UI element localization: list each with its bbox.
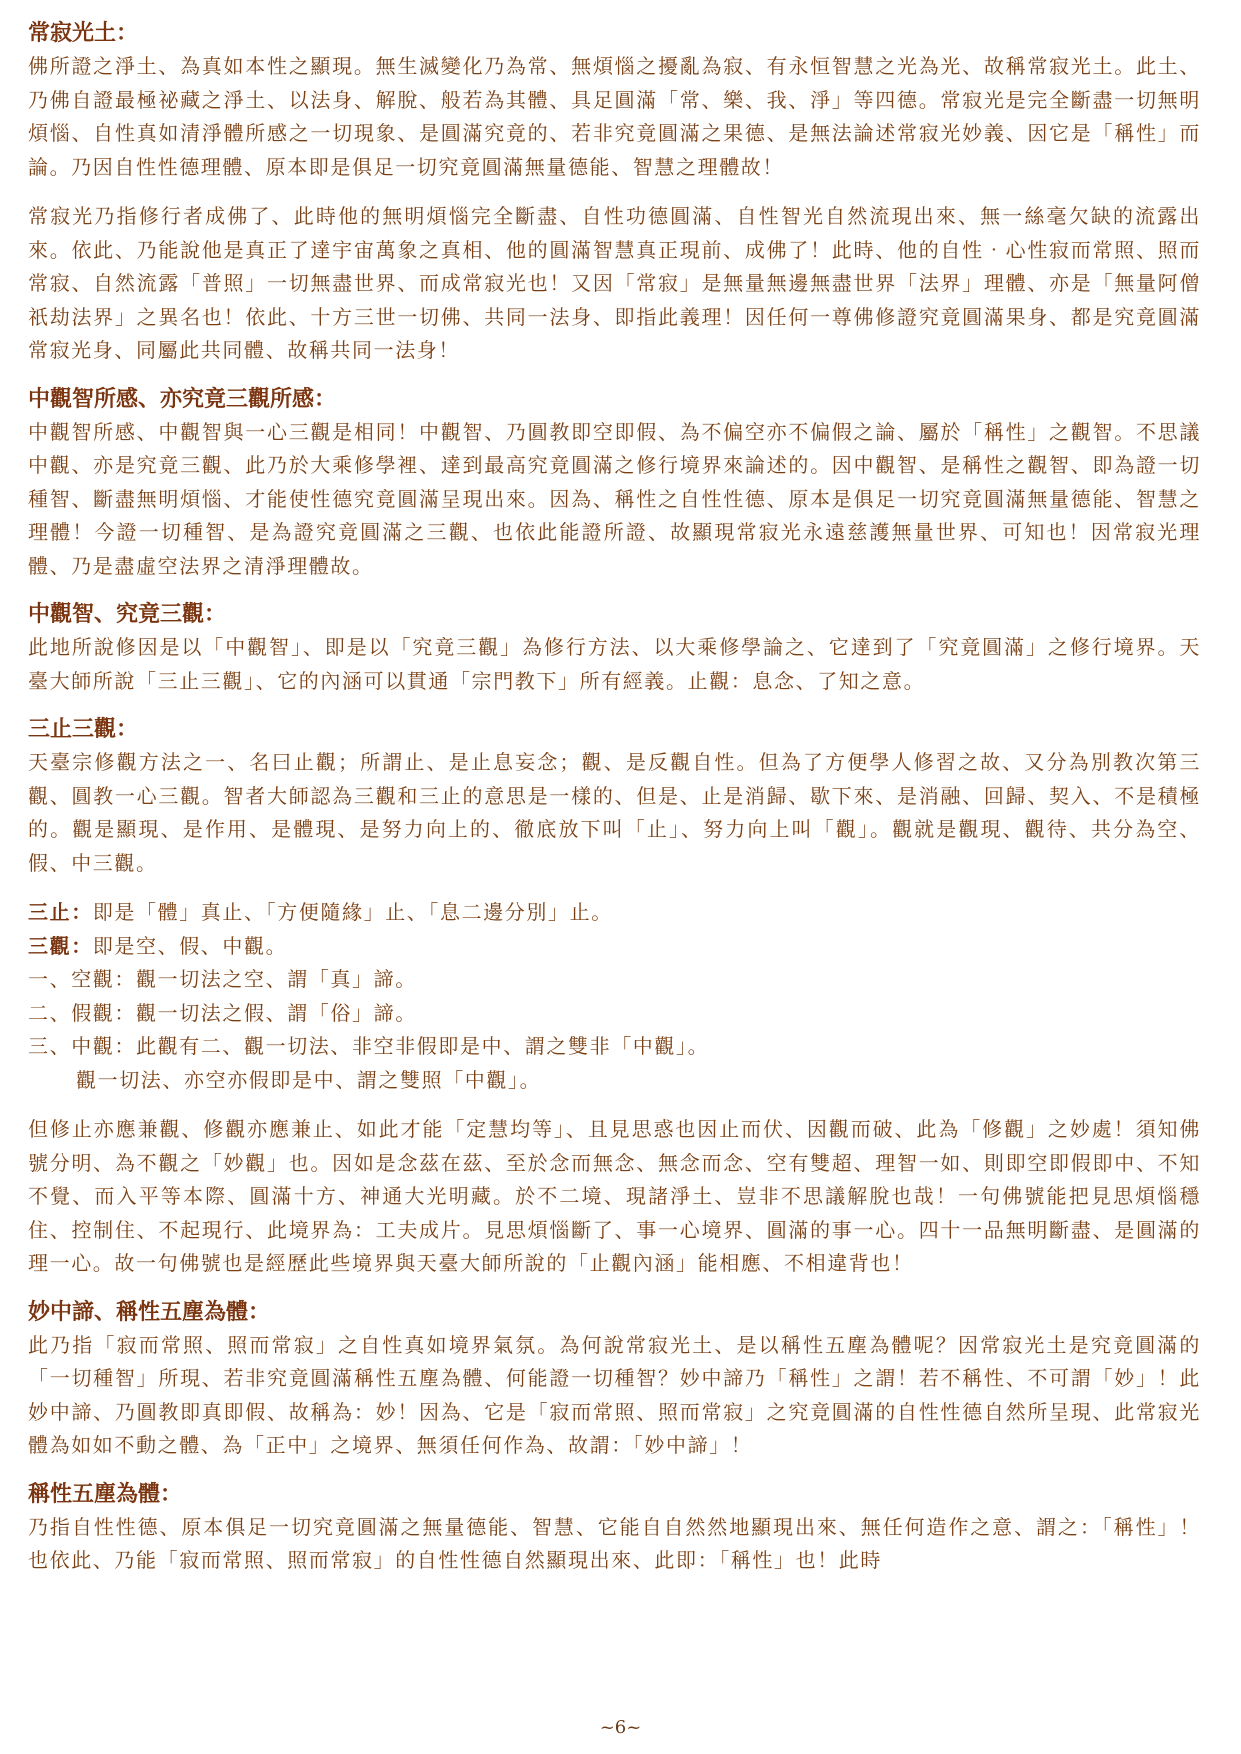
section-heading: 三止三觀： [28,717,139,742]
section-miaozhongdi [28,1297,1201,1463]
section-sanzhi-sanguan [28,714,1201,880]
definition-term: 三止： [28,900,93,924]
definition-list [28,896,1201,1097]
section-heading: 稱性五塵為體： [28,1481,183,1507]
definition-contemplate [28,930,1201,964]
section-heading: 妙中諦、稱性五塵為體： [28,1299,271,1325]
paragraph: 此乃指「寂而常照、照而常寂」之自性真如境界氣氛。為何說常寂光土、是以稱性五塵為體呢？因常寂光土是究竟圓滿的「一切種智」所現、若非究竟圓滿稱性五塵為體、何能證一切種智？妙中諦乃「稱性」之謂！若不稱性、不可謂「妙」！此妙中諦、乃圓教即真即假、故稱為：妙！因為、它是「寂而常照、照而常寂」之究竟圓滿的自性性德自然所呈現、此常寂光體為如如不動之體、為「正中」之境界、無須任何作為、故謂：「妙中諦」！ [28,1332,1201,1457]
paragraph: 乃指自性性德、原本俱足一切究竟圓滿之無量德能、智慧、它能自自然然地顯現出來、無任何造作之意、謂之：「稱性」！也依此、乃能「寂而常照、照而常寂」的自性性德自然顯現出來、此即：「稱性」也！此時 [28,1514,1201,1572]
closing-section [28,1113,1201,1281]
definition-text: 即是「體」真止、「方便隨緣」止、「息二邊分別」止。 [92,900,613,924]
list-item: 三、中觀：此觀有二、觀一切法、非空非假即是中、謂之雙非「中觀」。 [28,1034,710,1058]
list-item: 二、假觀：觀一切法之假、謂「俗」諦。 [28,1000,417,1025]
section-zhongguanzhi-suogan [28,384,1201,584]
list-item-continuation: 觀一切法、亦空亦假即是中、謂之雙照「中觀」。 [76,1067,542,1092]
definition-stop [28,896,1201,930]
section-heading: 常寂光土： [28,21,139,46]
definition-text: 即是空、假、中觀。 [92,933,288,958]
list-item: 一、空觀：觀一切法之空、謂「真」諦。 [28,967,417,991]
section-heading: 中觀智、究竟三觀： [28,602,227,627]
page-number: ~6~ [599,1717,642,1738]
paragraph: 此地所說修因是以「中觀智」、即是以「究竟三觀」為修行方法、以大乘修學論之、它達到了「究竟圓滿」之修行境界。天臺大師所說「三止三觀」、它的內涵可以貫通「宗門教下」所有經義。止觀：息念、了知之意。 [28,635,1201,693]
section-changjiguangtu [28,18,1201,368]
section-chenxing-wuchen [28,1479,1201,1578]
section-zhongguanzhi-jiujing [28,599,1201,698]
paragraph: 常寂光乃指修行者成佛了、此時他的無明煩惱完全斷盡、自性功德圓滿、自性智光自然流現出來、無一絲毫欠缺的流露出來。依此、乃能說他是真正了達宇宙萬象之真相、他的圓滿智慧真正現前、成佛了！此時、他的自性‧心性寂而常照、照而常寂、自然流露「普照」一切無盡世界、而成常寂光也！又因「常寂」是無量無邊無盡世界「法界」理體、亦是「無量阿僧祇劫法界」之異名也！依此、十方三世一切佛、共同一法身、即指此義理！因任何一尊佛修證究竟圓滿果身、都是究竟圓滿常寂光身、同屬此共同體、故稱共同一法身！ [28,204,1201,362]
paragraph: 天臺宗修觀方法之一、名曰止觀；所謂止、是止息妄念；觀、是反觀自性。但為了方便學人修習之故、又分為別教次第三觀、圓教一心三觀。智者大師認為三觀和三止的意思是一樣的、但是、止是消歸、歇下來、是消融、回歸、契入、不是積極的。觀是顯現、是作用、是體現、是努力向上的、徹底放下叫「止」、努力向上叫「觀」。觀就是觀現、觀待、共分為空、假、中三觀。 [28,750,1201,875]
paragraph: 但修止亦應兼觀、修觀亦應兼止、如此才能「定慧均等」、且見思惑也因止而伏、因觀而破、此為「修觀」之妙處！須知佛號分明、為不觀之「妙觀」也。因如是念茲在茲、至於念而無念、無念而念、空有雙超、理智一如、則即空即假即中、不知不覺、而入平等本際、圓滿十方、神通大光明藏。於不二境、現諸淨土、豈非不思議解脫也哉！一句佛號能把見思煩惱穩住、控制住、不起現行、此境界為：工夫成片。見思煩惱斷了、事一心境界、圓滿的事一心。四十一品無明斷盡、是圓滿的理一心。故一句佛號也是經歷此些境界與天臺大師所說的「止觀內涵」能相應、不相違背也！ [28,1117,1201,1275]
section-heading: 中觀智所感、亦究竟三觀所感： [28,386,337,412]
definition-term: 三觀： [28,933,93,958]
paragraph: 佛所證之淨土、為真如本性之顯現。無生滅變化乃為常、無煩惱之擾亂為寂、有永恒智慧之光為光、故稱常寂光土。此土、乃佛自證最極祕藏之淨土、以法身、解脫、般若為其體、具足圓滿「常、樂、我、淨」等四德。常寂光是完全斷盡一切無明煩惱、自性真如清淨體所感之一切現象、是圓滿究竟的、若非究竟圓滿之果德、是無法論述常寂光妙義、因它是「稱性」而論。乃因自性性德理體、原本即是俱足一切究竟圓滿無量德能、智慧之理體故！ [28,54,1201,179]
paragraph: 中觀智所感、中觀智與一心三觀是相同！中觀智、乃圓教即空即假、為不偏空亦不偏假之論、屬於「稱性」之觀智。不思議中觀、亦是究竟三觀、此乃於大乘修學裡、達到最高究竟圓滿之修行境界來論述的。因中觀智、是稱性之觀智、即為證一切種智、斷盡無明煩惱、才能使性德究竟圓滿呈現出來。因為、稱性之自性性德、原本是俱足一切究竟圓滿無量德能、智慧之理體！今證一切種智、是為證究竟圓滿之三觀、也依此能證所證、故顯現常寂光永遠慈護無量世界、可知也！因常寂光理體、乃是盡虛空法界之清淨理體故。 [28,419,1201,578]
